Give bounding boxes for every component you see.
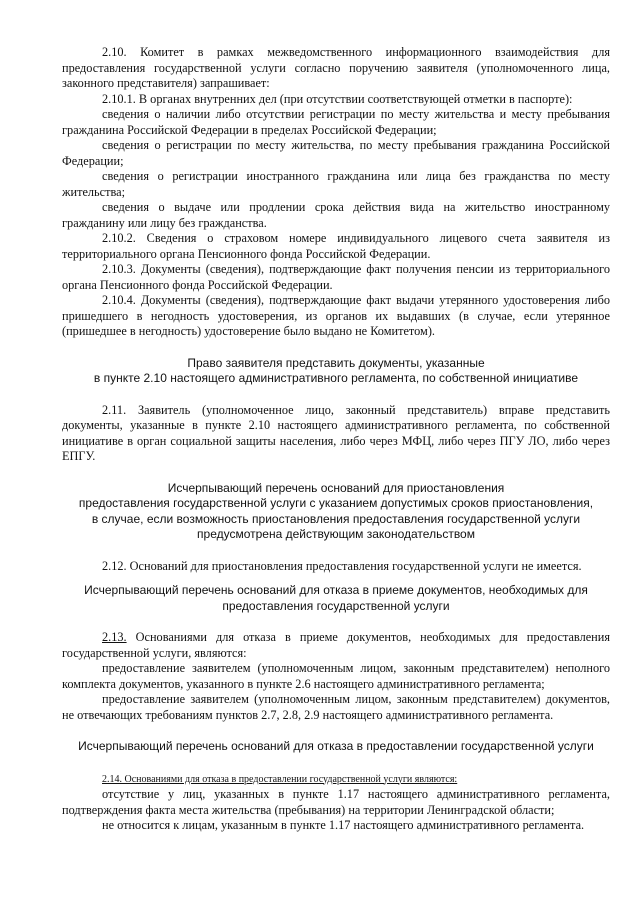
paragraph-2-14 <box>62 771 610 788</box>
paragraph-2-14-a: отсутствие у лиц, указанных в пункте 1.17 настоящего административного регламента, подтверждения факта места жительства (пребывания) на территории Ленинградской области; <box>62 787 610 817</box>
paragraph-2-13-a: предоставление заявителем (уполномоченным лицом, законным представителем) неполного комплекта документов, указанного в пункте 2.6 настоящего административного регламента; <box>62 661 610 691</box>
heading-suspension <box>62 481 610 543</box>
heading-line: Право заявителя представить документы, указанные <box>187 355 485 370</box>
heading-line: Исчерпывающий перечень оснований для отказа в приеме документов, необходимых для <box>84 583 588 597</box>
paragraph-2-10-1-b: сведения о регистрации по месту жительства, по месту пребывания гражданина Российской Федерации; <box>62 138 610 168</box>
paragraph-2-10-1-c: сведения о регистрации иностранного гражданина или лица без гражданства по месту жительства; <box>62 169 610 199</box>
paragraph-2-14-b: не относится к лицам, указанным в пункте 1.17 настоящего административного регламента. <box>102 818 585 832</box>
heading-line: в случае, если возможность приостановления предоставления государственной услуги <box>91 511 581 526</box>
heading-line: предоставления государственной услуги <box>222 598 450 613</box>
paragraph-2-10-4: 2.10.4. Документы (сведения), подтверждающие факт выдачи утерянного удостоверения либо пришедшего в негодность удостоверения, из органов их выдавших (в случае, если утерянное (пришедшее в негодность) удостоверение было выдано не Комитетом). <box>62 293 610 338</box>
section-2-13 <box>62 630 610 723</box>
paragraph-2-11: 2.11. Заявитель (уполномоченное лицо, законный представитель) вправе представить документы, указанные в пункте 2.10 настоящего административного регламента, по собственной инициативе в орган социальной защиты населения, либо через МФЦ, либо через ПГУ ЛО, либо через ЕПГУ. <box>62 402 610 463</box>
heading-line: предусмотрена действующим законодательством <box>197 527 475 541</box>
paragraph-2-10-1-a: сведения о наличии либо отсутствии регистрации по месту жительства и месту пребывания гражданина Российской Федерации в пределах Российской Федерации; <box>62 107 610 137</box>
paragraph-2-10-3: 2.10.3. Документы (сведения), подтверждающие факт получения пенсии из территориального органа Пенсионного фонда Российской Федерации. <box>62 262 610 292</box>
heading-refusal-acceptance <box>62 583 610 614</box>
paragraph-2-10-2: 2.10.2. Сведения о страховом номере индивидуального лицевого счета заявителя из территориального органа Пенсионного фонда Российской Федерации. <box>62 231 610 261</box>
heading-line: Исчерпывающий перечень оснований для отказа в предоставлении государственной услуги <box>78 739 594 753</box>
paragraph-2-12: 2.12. Оснований для приостановления предоставления государственной услуги не имеется. <box>102 558 582 573</box>
paragraph-2-10-1-d: сведения о выдаче или продлении срока действия вида на жительство иностранному гражданину или лицу без гражданства. <box>62 200 610 230</box>
paragraph-2-10-1: 2.10.1. В органах внутренних дел (при отсутствии соответствующей отметки в паспорте): <box>102 91 573 106</box>
paragraph-text: 2.14. Основаниями для отказа в предоставлении государственной услуги являются: <box>102 773 458 785</box>
paragraph-2-10: 2.10. Комитет в рамках межведомственного информационного взаимодействия для предоставления государственной услуги согласно поручению заявителя (уполномоченного лица, законного представителя) запрашивает: <box>62 45 610 90</box>
paragraph-text: Основаниями для отказа в приеме документов, необходимых для предоставления государственной услуги, являются: <box>62 630 610 660</box>
heading-line: в пункте 2.10 настоящего административного регламента, по собственной инициативе <box>93 371 579 385</box>
paragraph-2-13-b: предоставление заявителем (уполномоченным лицом, законным представителем) документов, не отвечающих требованиям пунктов 2.7, 2.8, 2.9 настоящего административного регламента. <box>62 692 610 722</box>
section-2-10 <box>62 45 610 340</box>
section-2-14 <box>62 771 610 834</box>
heading-line: предоставления государственной услуги с указанием допустимых сроков приостановления, <box>78 496 594 510</box>
paragraph-2-13 <box>62 630 610 661</box>
heading-right-to-submit <box>62 356 610 387</box>
heading-refusal-service <box>62 739 610 755</box>
heading-line: Исчерпывающий перечень оснований для приостановления <box>167 480 505 495</box>
section-number: 2.13. <box>102 630 127 644</box>
